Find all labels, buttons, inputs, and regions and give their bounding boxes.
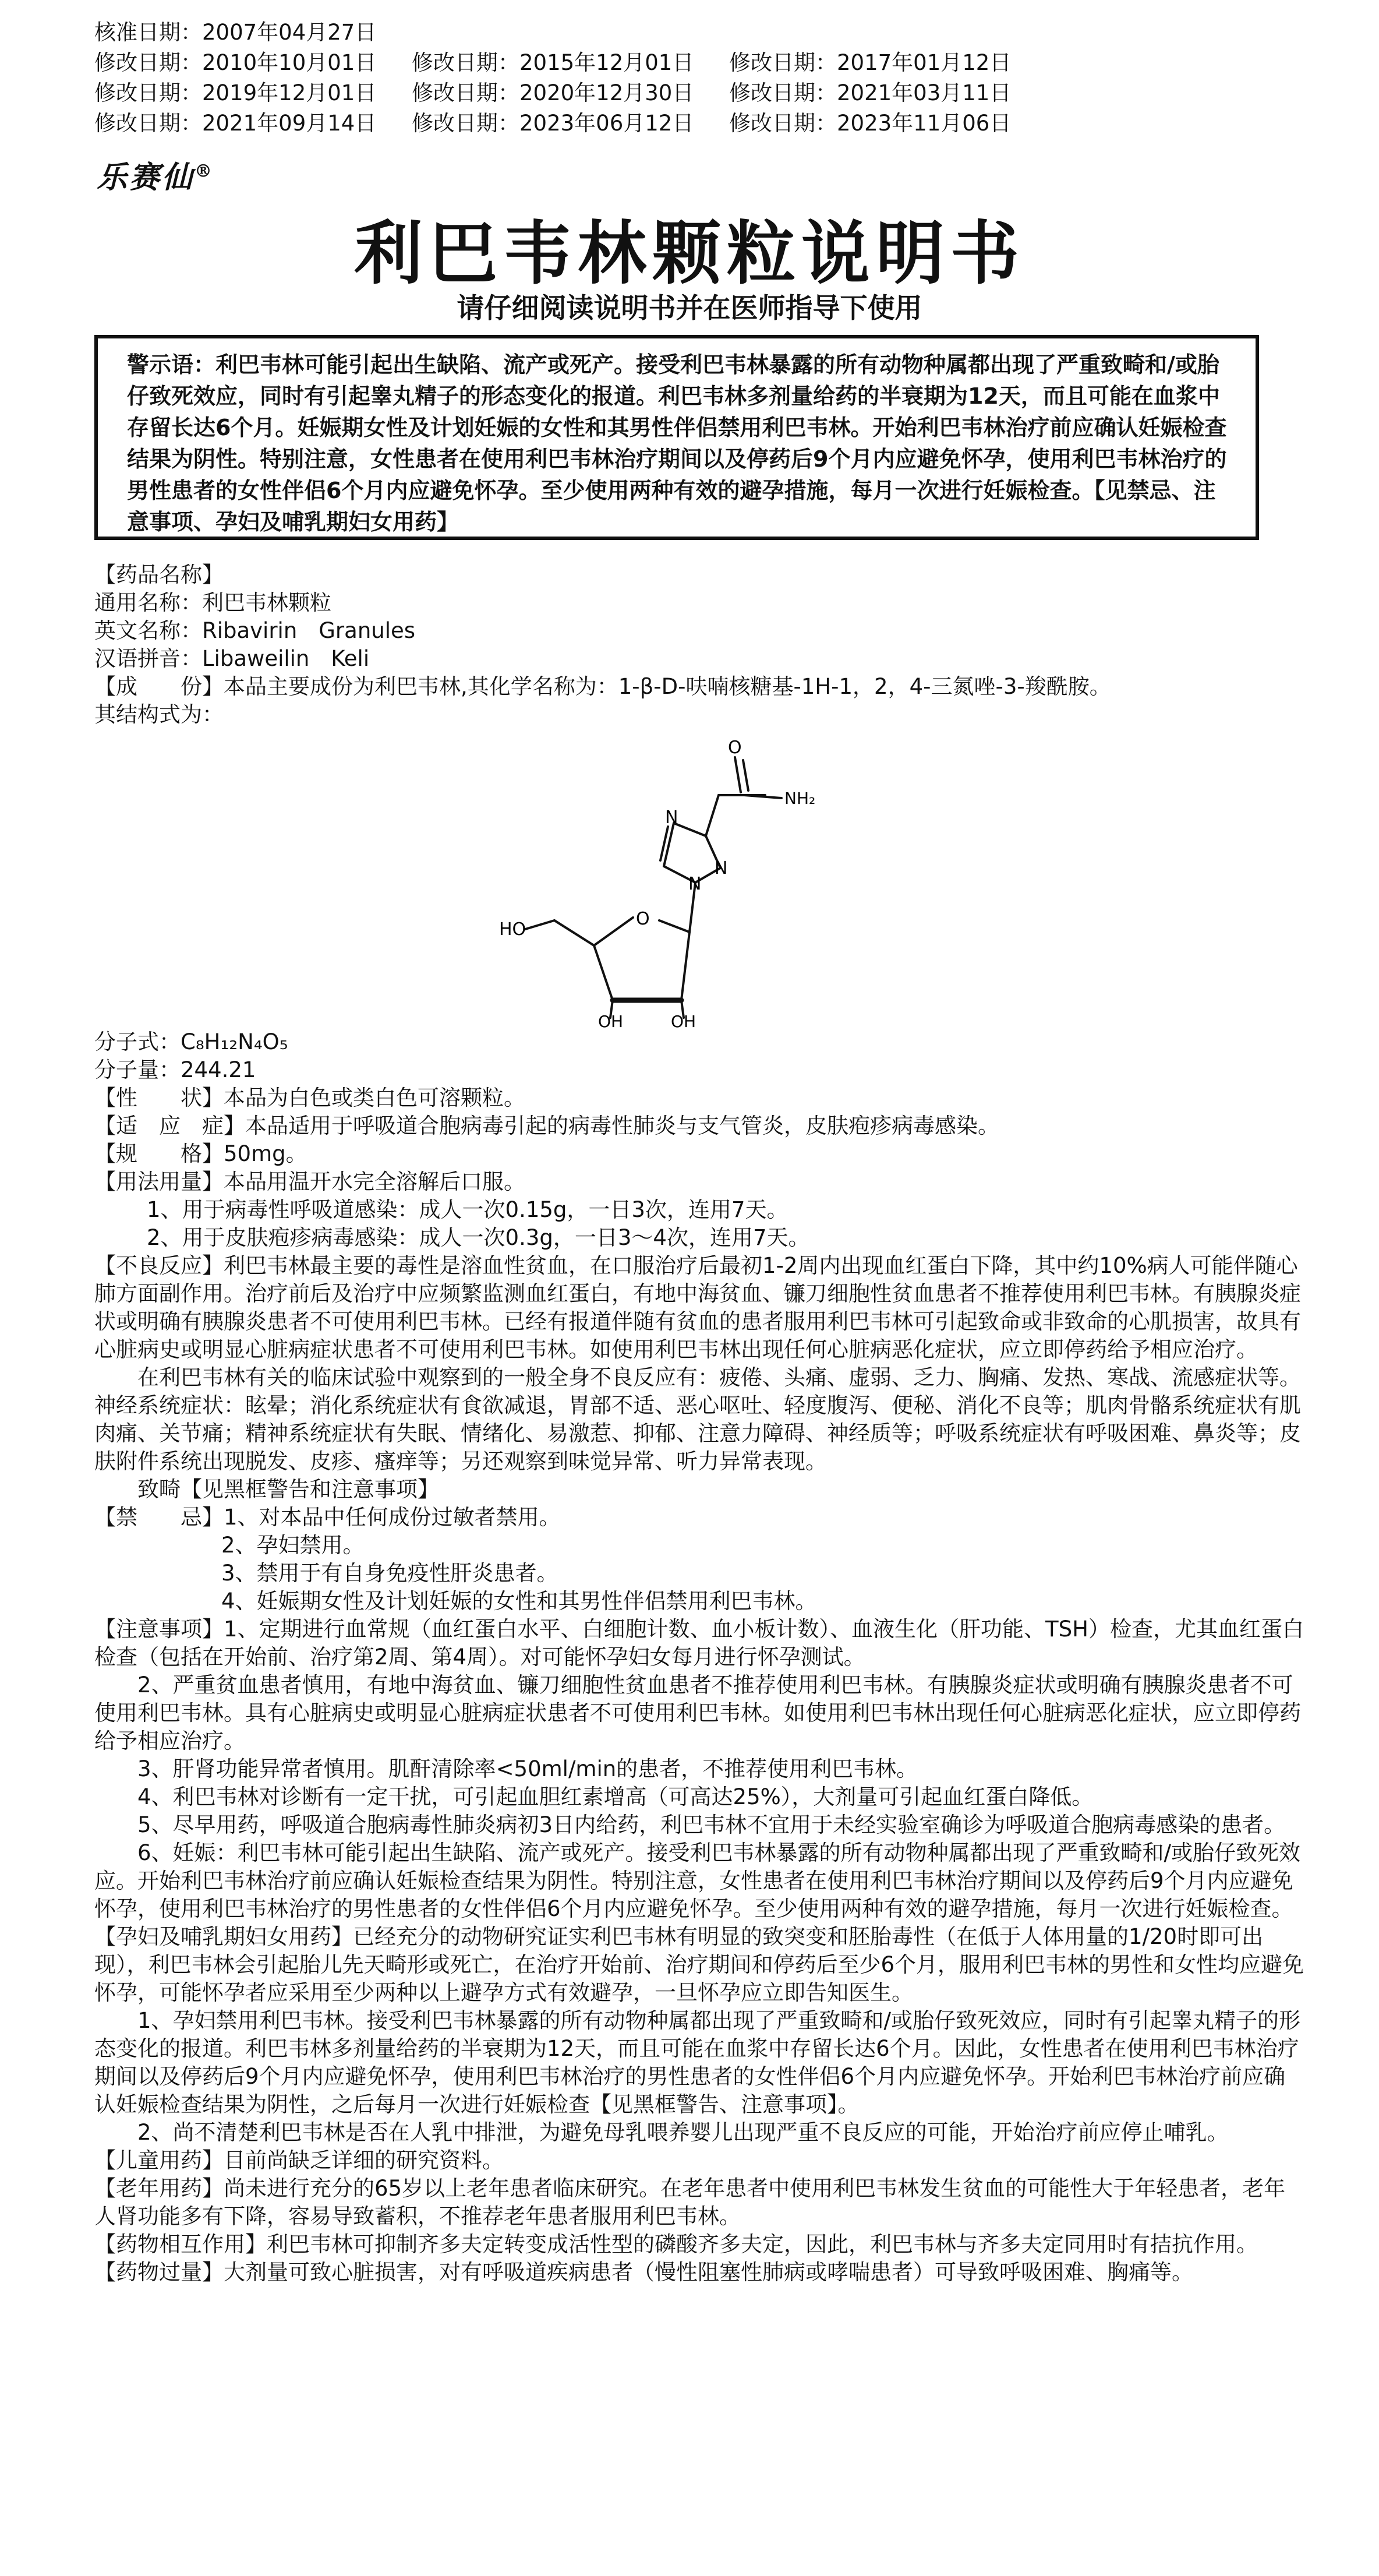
geriatric-use: 【老年用药】尚未进行充分的65岁以上老年患者临床研究。在老年患者中使用利巴韦林发生贫血的可能性大于年轻患者，老年人肾功能多有下降，容易导致蓄积，不推荐老年患者服用利巴韦林。 [94,2176,1286,2229]
revision-date: 修改日期：2023年06月12日 [412,111,694,136]
revision-date-row [94,78,1046,108]
label-ho: HO [499,919,526,940]
revision-date: 修改日期：2023年11月06日 [729,111,1012,136]
approval-date: 核准日期：2007年04月27日 [94,20,377,45]
precaution-item: 6、妊娠：利巴韦林可能引起出生缺陷、流产或死产。接受利巴韦林暴露的所有动物种属都出现了严重致畸和/或胎仔致死效应。开始利巴韦林治疗前应确认妊娠检查结果为阴性。特别注意，女性患者在使用利巴韦林治疗期间以及停药后9个月内应避免怀孕，使用利巴韦林治疗的男性患者的女性伴侣6个月内应避免怀孕。至少使用两种有效的避孕措施，每月一次进行妊娠检查。 [94,1840,1301,1921]
revision-dates [94,17,1046,139]
label-n-right: N [715,858,728,878]
drug-name-header: 【药品名称】 [94,562,224,587]
label-ring-o: O [636,909,650,929]
pregnancy-lactation: 【孕妇及哺乳期妇女用药】已经充分的动物研究证实利巴韦林有明显的致突变和胚胎毒性（在低于人体用量的1/20时即可出现），利巴韦林会引起胎儿先天畸形或死亡，在治疗开始前、治疗期间和停药后至少6个月，服用利巴韦林的男性和女性均应避免怀孕，可能怀孕者应采用至少两种以上避孕方式有效避孕，一旦怀孕应立即告知医生。 [94,1924,1304,2005]
molecular-formula: 分子式：C₈H₁₂N₄O₅ [94,1029,288,1054]
indications: 【适 应 症】本品适用于呼吸道合胞病毒引起的病毒性肺炎与支气管炎，皮肤疱疹病毒感染。 [94,1113,999,1138]
revision-date: 修改日期：2015年12月01日 [412,50,694,75]
structure-svg [467,737,956,1028]
english-name: 英文名称：Ribavirin Granules [94,618,416,643]
contraindication-item: 3、禁用于有自身免疫性肝炎患者。 [221,1561,558,1586]
dosage-item: 1、用于病毒性呼吸道感染：成人一次0.15g，一日3次，连用7天。 [147,1197,788,1222]
molecular-weight: 分子量：244.21 [94,1057,256,1082]
dosage-item: 2、用于皮肤疱疹病毒感染：成人一次0.3g，一日3～4次，连用7天。 [147,1225,810,1250]
revision-date: 修改日期：2021年09月14日 [94,111,377,136]
registered-mark: ® [195,161,215,182]
adverse-reactions-detail: 在利巴韦林有关的临床试验中观察到的一般全身不良反应有：疲倦、头痛、虚弱、乏力、胸痛、发热、寒战、流感症状等。神经系统症状：眩晕；消化系统症状有食欲减退，胃部不适、恶心呕吐、轻度腹泻、便秘、消化不良等；肌肉骨骼系统症状有肌肉痛、关节痛；精神系统症状有失眠、情绪化、易激惹、抑郁、注意力障碍、神经质等；呼吸系统症状有呼吸困难、鼻炎等；皮肤附件系统出现脱发、皮疹、瘙痒等；另还观察到味觉异常、听力异常表现。 [94,1365,1301,1474]
revision-date-row [94,108,1046,139]
pinyin-name: 汉语拼音：Libaweilin Keli [94,646,370,671]
approval-date-row [94,17,1046,48]
revision-date: 修改日期：2017年01月12日 [729,50,1012,75]
label-nh2: NH₂ [784,789,816,808]
chemical-structure [467,737,956,1028]
label-n-top: N [665,807,678,828]
revision-date: 修改日期：2020年12月30日 [412,80,694,105]
pediatric-use: 【儿童用药】目前尚缺乏详细的研究资料。 [94,2148,504,2173]
revision-date: 修改日期：2010年10月01日 [94,50,377,75]
page-title: 利巴韦林颗粒说明书 [353,213,1025,294]
pregnancy-item: 2、尚不清楚利巴韦林是否在人乳中排泄，为避免母乳喂养婴儿出现严重不良反应的可能，开始治疗前应停止哺乳。 [137,2120,1229,2145]
label-oh-right: OH [671,1012,696,1028]
precaution-item: 5、尽早用药，呼吸道合胞病毒性肺炎病初3日内给药，利巴韦林不宜用于未经实验室确诊为呼吸道合胞病毒感染的患者。 [137,1812,1286,1837]
contraindication-item: 2、孕妇禁用。 [221,1533,365,1558]
brand-logo [97,153,214,196]
precaution-item: 3、肝肾功能异常者慎用。肌酐清除率<50ml/min的患者，不推荐使用利巴韦林。 [137,1756,918,1781]
warning-text: 警示语：利巴韦林可能引起出生缺陷、流产或死产。接受利巴韦林暴露的所有动物种属都出现了严重致畸和/或胎仔致死效应，同时有引起睾丸精子的形态变化的报道。利巴韦林多剂量给药的半衰期为12天，而且可能在血浆中存留长达6个月。妊娠期女性及计划妊娠的女性和其男性伴侣禁用利巴韦林。开始利巴韦林治疗前应确认妊娠检查结果为阴性。特别注意，女性患者在使用利巴韦林治疗期间以及停药后9个月内应避免怀孕，使用利巴韦林治疗的男性患者的女性伴侣6个月内应避免怀孕。至少使用两种有效的避孕措施，每月一次进行妊娠检查。【见禁忌、注意事项、孕妇及哺乳期妇女用药】 [127,352,1227,535]
drug-interactions: 【药物相互作用】利巴韦林可抑制齐多夫定转变成活性型的磷酸齐多夫定，因此，利巴韦林与齐多夫定同用时有拮抗作用。 [94,2232,1258,2257]
document-body [94,561,1306,2286]
composition: 【成 份】本品主要成份为利巴韦林,其化学名称为：1-β-D-呋喃核糖基-1H-1，2，4-三氮唑-3-羧酰胺。 [94,674,1111,699]
pregnancy-item: 1、孕妇禁用利巴韦林。接受利巴韦林暴露的所有动物种属都出现了严重致畸和/或胎仔致死效应，同时有引起睾丸精子的形态变化的报道。利巴韦林多剂量给药的半衰期为12天，而且可能在血浆中存留长达6个月。因此，女性患者在使用利巴韦林治疗期间以及停药后9个月内应避免怀孕，使用利巴韦林治疗的男性患者的女性伴侣6个月内应避免怀孕。开始利巴韦林治疗前应确认妊娠检查结果为阴性，之后每月一次进行妊娠检查【见黑框警告、注意事项】。 [94,2008,1301,2117]
label-oh-left: OH [598,1012,624,1028]
revision-date: 修改日期：2019年12月01日 [94,80,377,105]
overdose: 【药物过量】大剂量可致心脏损害，对有呼吸道疾病患者（慢性阻塞性肺病或哮喘患者）可导致呼吸困难、胸痛等。 [94,2260,1193,2285]
page-subtitle: 请仔细阅读说明书并在医师指导下使用 [457,292,922,324]
revision-date-row [94,48,1046,78]
brand-name: 乐赛仙 [97,160,195,195]
contraindications: 【禁 忌】1、对本品中任何成份过敏者禁用。 [94,1505,561,1530]
precaution-item: 4、利巴韦林对诊断有一定干扰，可引起血胆红素增高（可高达25%），大剂量可引起血红蛋白降低。 [137,1784,1094,1809]
revision-date: 修改日期：2021年03月11日 [729,80,1012,105]
precautions: 【注意事项】1、定期进行血常规（血红蛋白水平、白细胞计数、血小板计数）、血液生化（肝功能、TSH）检查，尤其血红蛋白检查（包括在开始前、治疗第2周、第4周）。对可能怀孕妇女每月进行怀孕测试。 [94,1617,1304,1670]
generic-name: 通用名称：利巴韦林颗粒 [94,590,331,615]
structure-label: 其结构式为： [94,702,224,727]
label-n-bottom: N [688,874,702,894]
label-carbonyl-o: O [728,737,742,758]
teratogenicity: 致畸【见黑框警告和注意事项】 [137,1477,439,1502]
precaution-item: 2、严重贫血患者慎用，有地中海贫血、镰刀细胞性贫血患者不推荐使用利巴韦林。有胰腺炎症状或明确有胰腺炎患者不可使用利巴韦林。具有心脏病史或明显心脏病症状患者不可使用利巴韦林。如使用利巴韦林出现任何心脏病恶化症状，应立即停药给予相应治疗。 [94,1672,1301,1753]
appearance: 【性 状】本品为白色或类白色可溶颗粒。 [94,1085,525,1110]
adverse-reactions: 【不良反应】利巴韦林最主要的毒性是溶血性贫血，在口服治疗后最初1-2周内出现血红蛋白下降，其中约10%病人可能伴随心肺方面副作用。治疗前后及治疗中应频繁监测血红蛋白，有地中海贫血、镰刀细胞性贫血患者不推荐使用利巴韦林。有胰腺炎症状或明确有胰腺炎患者不可使用利巴韦林。已经有报道伴随有贫血的患者服用利巴韦林可引起致命或非致命的心肌损害，故具有心脏病史或明显心脏病症状患者不可使用利巴韦林。如使用利巴韦林出现任何心脏病恶化症状，应立即停药给予相应治疗。 [94,1253,1301,1362]
specification: 【规 格】50mg。 [94,1141,307,1166]
dosage: 【用法用量】本品用温开水完全溶解后口服。 [94,1169,525,1194]
contraindication-item: 4、妊娠期女性及计划妊娠的女性和其男性伴侣禁用利巴韦林。 [221,1589,817,1614]
black-box-warning [94,335,1259,540]
